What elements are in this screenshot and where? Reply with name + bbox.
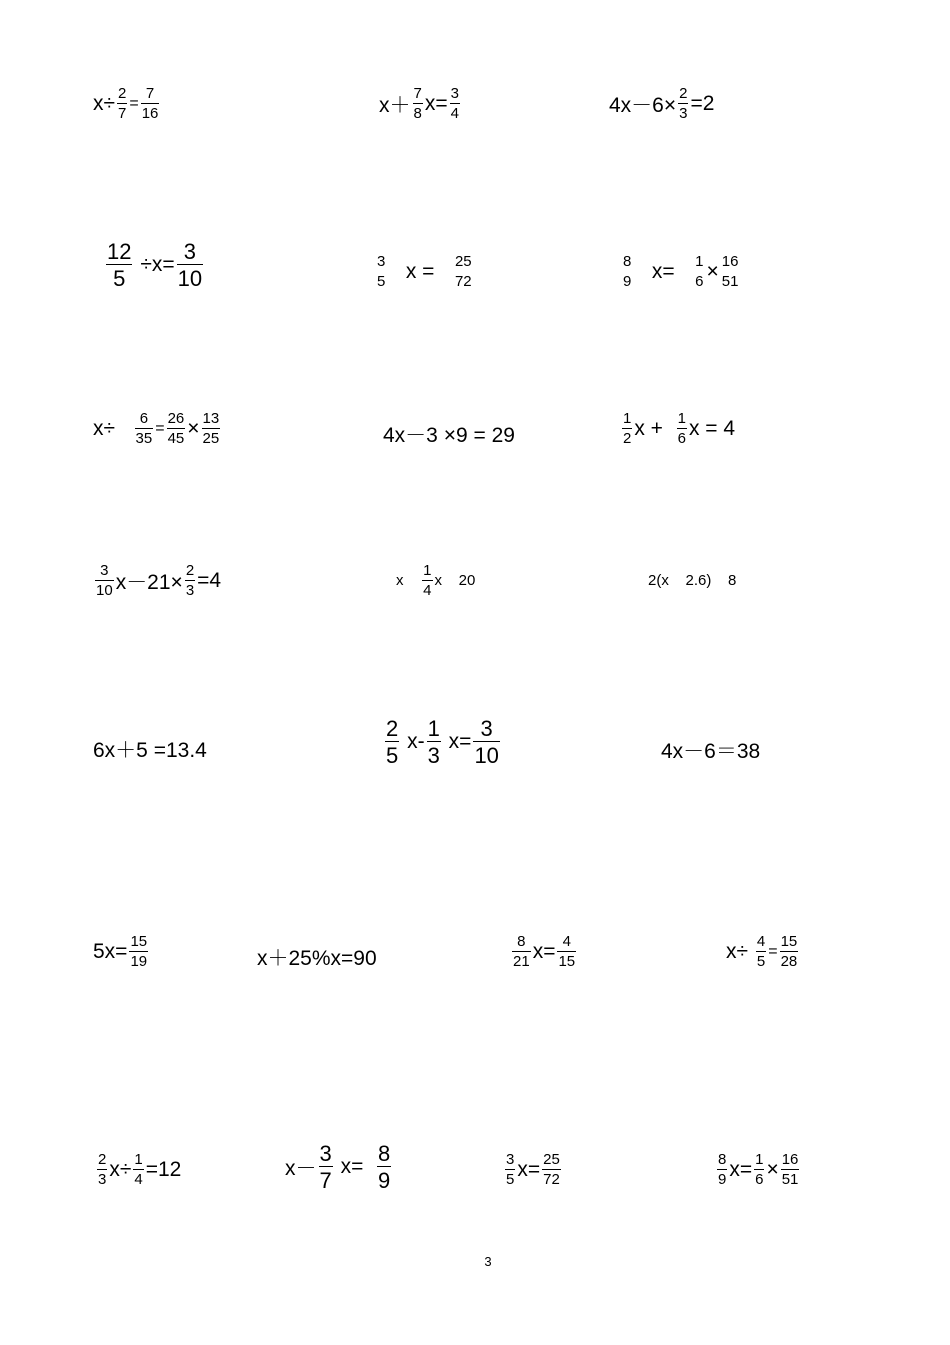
equation-14 [383,717,502,767]
fraction: $\frac{4}{5}$ [756,933,766,970]
fraction: $\frac{1}{3}$ [427,716,440,769]
eq-text: = [129,94,139,112]
eq-text: x= [334,1155,376,1179]
fraction: 1 6 [695,253,704,290]
eq-text: = [155,419,165,437]
fraction: $\frac{8}{9}$ [378,1141,391,1194]
equation-23 [715,1152,801,1188]
fraction: $\frac{25}{72}$ [543,1151,560,1188]
fraction: $\frac{15}{19}$ [130,933,148,970]
eq-text: x－21× [115,570,183,594]
fraction: $\frac{15}{28}$ [780,933,798,970]
fraction: $\frac{16}{51}$ [781,1151,799,1188]
fraction: $\frac{2}{3}$ [98,1151,107,1188]
eq-text: ÷x= [134,253,175,277]
fraction: $\frac{1}{4}$ [134,1151,143,1188]
fraction: $\frac{8}{9}$ [718,1151,727,1188]
eq-text: x÷ [93,416,133,440]
equation-21 [285,1142,393,1192]
fraction: $\frac{7}{16}$ [141,85,159,122]
eq-text: x= [517,1157,541,1181]
fraction: $\frac{4}{15}$ [558,933,576,970]
equation-20 [95,1152,181,1188]
fraction: $\frac{2}{3}$ [185,562,195,599]
equation-22 [503,1152,563,1188]
eq-text: 4x－6＝38 [661,740,761,763]
fraction: 3 5 [377,253,386,290]
eq-text: x = [388,259,452,283]
eq-text: =12 [145,1157,182,1181]
equation-7 [93,411,222,447]
eq-text: x÷ [726,939,754,963]
eq-text: x= [424,91,448,115]
eq-text: 4x－6× [609,93,677,117]
eq-text: x÷ [109,1157,132,1181]
eq-text: x－ [285,1157,317,1181]
eq-text: x + [634,416,675,440]
eq-text: x 20 [434,572,476,590]
eq-text: x= [729,1157,753,1181]
eq-text: x [396,572,421,590]
eq-text: × [766,1157,779,1181]
equation-6 [620,254,741,290]
fraction: $\frac{3}{5}$ [506,1151,515,1188]
eq-text: = [768,942,778,960]
eq-text: 4x－3 ×9 = 29 [383,424,515,447]
fraction: $\frac{6}{35}$ [135,410,153,447]
equation-19 [726,934,800,970]
equation-4 [104,240,205,290]
eq-text: x= [634,259,693,283]
equation-11 [396,563,475,599]
fraction: $\frac{3}{4}$ [450,85,459,122]
fraction: $\frac{2}{7}$ [118,85,127,122]
fraction: $\frac{1}{2}$ [623,410,632,447]
page-number: 3 [484,1254,492,1269]
fraction: $\frac{3}{7}$ [319,1141,332,1194]
eq-text: x＋ [379,93,411,117]
fraction: $\frac{7}{8}$ [413,85,422,122]
fraction: $\frac{2}{3}$ [679,85,688,122]
eq-text: 6x＋5 =13.4 [93,739,207,762]
fraction: $\frac{8}{21}$ [513,933,530,970]
fraction: 25 72 [454,253,472,290]
eq-text: × [706,259,719,283]
equation-3 [609,86,714,122]
equation-16 [93,934,150,970]
equation-5 [374,254,475,290]
equation-18 [510,934,578,970]
equation-9 [620,411,735,447]
equation-8 [383,419,515,449]
eq-text: x = 4 [688,416,736,440]
fraction: 16 51 [721,253,739,290]
equation-17 [257,942,377,972]
fraction: $\frac{3}{10}$ [474,716,499,769]
eq-text: x= [532,939,556,963]
eq-text: 2(x 2.6) 8 [648,572,737,589]
eq-text: 5x= [93,939,128,963]
equation-12 [648,572,736,589]
eq-text: x＋25%x=90 [257,947,377,970]
fraction: $\frac{12}{5}$ [107,239,132,292]
fraction: $\frac{1}{6}$ [677,410,686,447]
eq-text: =2 [690,91,715,115]
equation-1 [93,86,161,122]
fraction: $\frac{3}{10}$ [177,239,203,292]
fraction: $\frac{1}{4}$ [423,562,432,599]
fraction: $\frac{26}{45}$ [167,410,185,447]
eq-text: x= [442,730,472,754]
equation-2 [379,86,462,122]
fraction: 8 9 [623,253,632,290]
fraction: $\frac{13}{25}$ [202,410,220,447]
equation-15 [661,735,760,765]
eq-text: =4 [197,568,222,592]
equation-10 [93,563,221,599]
eq-text: × [187,416,200,440]
eq-text: x÷ [93,91,116,115]
fraction: $\frac{1}{6}$ [755,1151,764,1188]
fraction: $\frac{3}{10}$ [96,562,113,599]
eq-text: x- [401,730,425,754]
fraction: $\frac{2}{5}$ [386,716,399,769]
equation-13 [93,734,207,764]
